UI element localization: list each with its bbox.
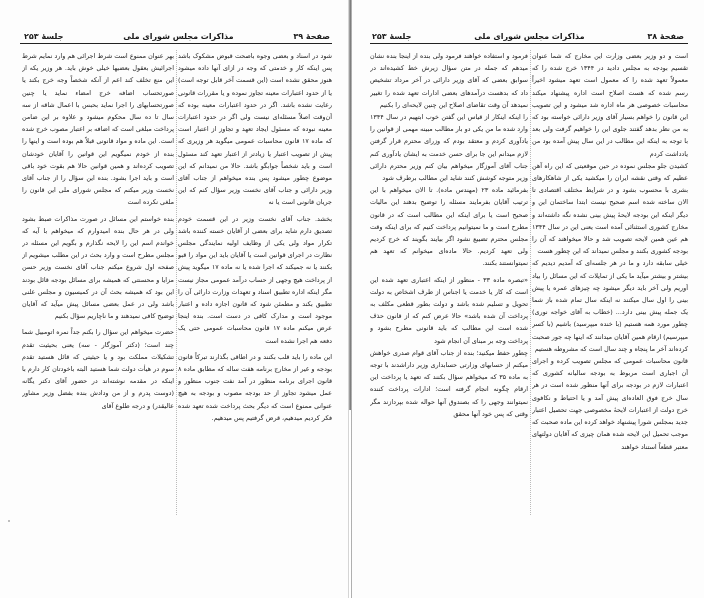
column-left bbox=[22, 50, 174, 514]
session-number: جلسهٔ ۲۵۳ bbox=[372, 31, 412, 41]
page-header bbox=[372, 30, 684, 42]
column-left bbox=[370, 50, 528, 512]
paragraph: بنده خواستم این مسائل در صورت مذاکرات صبط بشود ولی در هر حال بنده امیدوارم که میخواهم با آیه که خواندم اسم این را لایحه نگذارم و بگویم این مسئله در مجلس مطرح است و وارد بحث در این مطلب میشویم از صفحه اول شروع میکنم جناب آقای نخست وزیر حسن مزایا و محسنتی که همیشه برای مسائل بودجه قائل بودند این بود که همیشه بحث آن در کمیسیون و مجلس علنی باشد ولی در عمل بعضی مسائل پیش میآید که آقایان توضیح کافی نمیدهند و ما ناچاریم سؤال بکنیم bbox=[22, 214, 174, 321]
paragraph: بخشد. جناب آقای نخست وزیر در این قسمت خودم تصدیق دارم شاید برای بعضی از آقایان خسته کننده باشد تکرار مواد ولی یکی از وظایف اولیه نمایندگی مجلس نظارت در اجرای قوانین است یا آقایان باید این مواد را قبو بکنند یا نه جمیکند که اجرا شده یا نه ماده ۱۷ میگوید پیش از پرداخت هیچ وجهی از حساب درآمد عمومی مجاز نیست مگر اینکه اداره تطبیق اسناد و تعهدات وزارت دارائی آن را تطبیق بکند و مطمئن شود که قانون اجازه داده و اعتبار موجود است و مدارک کافی در دست است. بنده اینجا عرض میکنم ماده ۱۷ قانون محاسبات عمومی حتی یک دفعه هم اجرا نشده است bbox=[178, 214, 332, 345]
column-right bbox=[178, 50, 332, 512]
paragraph: فرمود و استفاده خواهند فرمود ولی بنده از اینجا بنده نشان میدهم که جمله در متن سؤال زیرش خط کشیده‌اند در سوابق بعضی که آقای وزیر دارائی در آخر مرداد تشخیص داد که بدهست درآمدهای بعضی ادارات تعهد شده را تغییر نمیدهد آن وقت تقاضای اصلاح این چنین لایحه‌ای را بکنیم bbox=[370, 52, 528, 109]
paragraph: را اینکه اینکار از قیاس این گفتن خوب ابتهیم در سال ۱۳۴۴ وارد شده ما من یکی دو بار مطالب مبینه مهمی از قوانین را یادآوری کردم و معتقد بودم که وزرای محترم قرار گرفتن لازم میدانم این جا برای حسن خدمت به ایشان یادآوری کنم جناب آقای آموزگار میخواهم بیان کنم وزیر محترم دارائی وزیر متوجه کوشش کنند شاید این مطالب برطرف شود bbox=[370, 113, 528, 183]
paragraph: این ماده را باید قلب بکنند و در اطاقی بگذارند تبرکاً قانون بودجه و غیر از مخارج برنامه هفت ساله که مطابق ماده ۸ قانون اجرای برنامه منظور در آمد نفت جنوب منظور و عمل میشود تجاوز از حد بودجه مصوب و بودجه به هیچ عنوانی ممنوع است که دیگر بحث پرداخت شده تعهد شده فکر کردیم میدهیم، قرض گرفتیم پس میدهیم. bbox=[178, 352, 332, 422]
paragraph: خیلی سابقه دارد و ما در هر جلسه‌ای که آمدیم دیدیم که بیشتر و بیشتر میآید ما یکی از تمایلات که این مسائل را بیاد آوریم ولی آخر باید دیگر میشود چه چیزهای عمره یا پیش بینی را اول سال میکنند نه اینکه سال تمام شده باز شما یک جمله پیش بینی دارد... (خطاب به آقای خواجه نوری) چطور مورد همه هستیم (با خنده میپرسید) باشیم (با کسر میپرسیم) ارقام همین آقایان میدانند که اینها چه جور صحبت کرده‌اند آخر ما پنجاه و چند سال است که مشروطه هستیم bbox=[532, 259, 688, 353]
paragraph: «تبصره ماده ۳۳ - منظور از اینکه اعتباری تعهد شده این است که کار یا خدمت یا اجناس از طرف اشخاص به دولت تحویل و تسلیم شده باشد و دولت بطور قطعی مکلف به پرداخت آن شده باشد» حالا عرض کنم که از قانون حذف شده است این مطالب که باید قانونی مطرح بشود و پرداخت وجه بر مبنای آن انجام شود bbox=[370, 275, 528, 345]
scan-speck bbox=[8, 520, 10, 522]
column-divider bbox=[176, 50, 177, 515]
session-number: جلسهٔ ۲۵۳ bbox=[24, 31, 64, 41]
paragraph: چطور حفظ میکنید؛ بنده از جناب آقای قوام صدری خواهش میکنم از حسابهای وزارتی حسابداری وزیر داراشدند با توجه به ماده ۳۵ که میخواهم سؤال بکنند که تعهد یا پرداخت این ارقام چگونه انجام گرفته است؛ ادارات پرداخت کننده نمیتوانند وجهی را که بصندوق آنها حواله شده بپردازند مگر وقتی که پس خود آنها محقق bbox=[370, 348, 528, 418]
paragraph: است و دو وزیر بعضی وزارت این مخارج که شما عنوان تقسیم بودجه به مجلس دادید در ۱۳۴۴ خرج شده را که معمولاً تعهد شده را که معمول است تعهد میشود اخیراً رسم شده که هست اصلاح است اداره پیشنهاد میکند محاسبات خصوصی هر ماه اداره شد میشود و این تصویب این قانون را خواهم بسیار آقای وزیر دارائی خواسته بود که به من نظر بدهد گفتند جلوی این را خواهیم گرفت ولی بعد با توجه به اینکه این مطالب در این سال پیش آمده بود من یادداشت کردم bbox=[532, 52, 688, 158]
page-header bbox=[24, 30, 330, 42]
page-number: صفحهٔ ۳۹ bbox=[293, 31, 330, 41]
running-title: مذاکرات مجلس شورای ملی bbox=[123, 31, 234, 41]
page-number: صفحهٔ ۳۸ bbox=[647, 31, 684, 41]
paragraph: بفرمائید ماده ۲۳ (مهندس ماده). تا الان میخواهم با این ترتیب آقایان بفرمایند مسئله را توضیح بدهند این مالیات صحیح است یا برای اینکه این مطالب است که در قانون مطرح است و ما نمیتوانیم پرداخت کنیم که برای اینکه وقت مجلس محترم تضییع نشود اگر بیایند بگویند که خرج کردیم ولی تعهد کردیم. حالا ماده‌ای میخوانم که تعهد هم نمیتوانستند بکنند. bbox=[370, 186, 528, 268]
paragraph: بهر عنوان ممنوع است شرط اجرائی هم وارد نمایم شرط اجرائیش بعقول بعضیها خیلی خوش باید. هر وزیر یکه از این منع تخلف کند اعم از آنکه شخصاً وجه خرج بکند یا صورتحساب اضافه خرج امضاء نماید یا چنین صورتحسابهای را اجرا نماید بحبس با اعمال شاقه از سه سال تا ده سال محکوم میشود و علاوه بر این ضامن پرداخت مبلغی است که اضافه بر اعتبار مصوب خرج شده است. این ماده و مواد قانونی قبلاً هم بوده است و اینها را بنده از خودم نمیگویم این قوانین را آقایان خودشان تصویب کرده‌اند و همین قوانین حالا هم بقوت خود باقی است و باید اجرا بشود. بنده این سؤال را از جناب آقای نخست وزیر میکنم که مجلس شورای ملی این قانون را ملغی نکرده است bbox=[22, 52, 174, 207]
paragraph: کشیدن جلو مجلس نموده در حین موقعیتی که این راه آهن عظیم که وقتی نقشه ایران را میکشید یکی از شاهکارهای بشری با محسوب بشود و در شرایط مختلف اقتصادی تا الان ساخته شده اسم صحیح نیست ابتدا ساختمان این و دیگر اینکه این بودجه لایحهٔ پیش بینی نشده نگه داشته‌اند و مخارج کشوری استثنائی آمده است یعنی این در سال ۱۳۴۴ هم عین همین لایحه تصویب شد و حالا میخواهند که آن را بودجه کشوری بکنند و مجلس نمیداند که این چطور هست bbox=[532, 161, 688, 256]
column-right bbox=[532, 50, 688, 510]
column-divider bbox=[530, 50, 531, 515]
paragraph: حضرت میخواهم این سؤال را بکنم جداً نمره اتومبیل شما چند است؛ (دکتر آموزگار - سه) یعنی بحیثیت تقدم تشکیلات مملکت بود و یا حیثیتی که قائل هستید تقدم سوم در هیأت دولت شما هستید البته باخودتان کار دارم با اینکه در مقدمه نوشته‌اند در حضور آقای دکتر یگانه (دوست پدرم و از من ودادش بنده بفضل وزیر مشاور عالیقدر) و درجه طلوع آقای bbox=[22, 328, 174, 410]
running-title: مذاکرات مجلس شورای ملی bbox=[474, 31, 585, 41]
header-rule bbox=[20, 43, 332, 44]
header-rule bbox=[370, 43, 688, 44]
gutter-fade bbox=[349, 410, 351, 598]
page-38 bbox=[352, 0, 704, 598]
paragraph: قانون محاسبات عمومی که مجلس تصویب کرده و اجرای آن اجباری است مربوط به بودجه سالیانه کشوری که اعتبارات لازم در بودجه برای آنها منظور شده است در هر سال خرج فوق العاده‌ای پیش آمد و یا احتیاط و نکافوی خرج دولت از اعتبارات لایحهٔ مخصوصی جهت تحصیل اعتبار جدید بمجلس شورا پیشنهاد خواهد کرده این ماده صحبت که موجب تحمیل این لایحه شده همان چیزی که آقایان دولتهای معتبر قطعاً استناد خواهند bbox=[532, 357, 688, 451]
paragraph: شود در اسناد و بعضی وجوه باصحت قبوض مشکوک باشد پس اینکه کار و خدمتی که وجه در ازای آنها داده میشود هنوز محقق نشده است (این قسمت آخر قابل توجه است) یا از حدود اعتبارات معینه تجاوز نموده و یا مقررات قانونی رعایت نشده باشد. اگر در حدود اعتبارات معینه بوده که آن‌وقت اصلاً مسئله‌ای نیست ولی اگر در حدود اعتبارات معینه نبوده که مسئول ایجاد تعهد و تجاوز از اعتبار است که ماده ۱۷ قانون محاسبات عمومی میگوید هر وزیری که پیش از تصویب اعتبار یا زیادتر از اعتبار تعهد کند مسئول است و باید شخصاً جوابگو باشد. حالا من نمیدانم که این موضوع چطور میشود پس بنده میخواهم از جناب آقای وزیر دارائی و جناب آقای نخست وزیر سؤال کنم که این جریان قانونی است یا نه bbox=[178, 52, 332, 207]
